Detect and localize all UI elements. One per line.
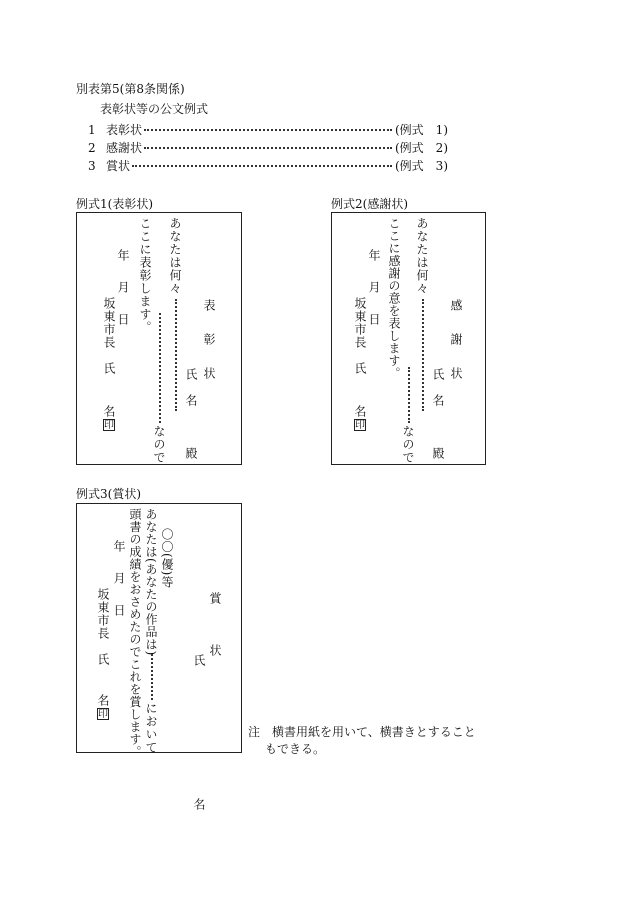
reason-ending: なので: [401, 425, 415, 464]
toc-row-1: [88, 122, 448, 138]
recipient-surname: 氏 名: [184, 368, 198, 407]
recipient-line: あなたは(あなたの作品は): [144, 508, 158, 656]
toc-leader-dots: [144, 129, 392, 131]
recipient-surname: 氏 名: [431, 368, 445, 407]
certificate-title: 表彰状: [202, 299, 216, 401]
honorific-dono: 殿: [431, 447, 445, 460]
seal-mark: 印: [355, 420, 365, 431]
toc-reference: (例式 2): [395, 141, 448, 155]
mayor-title: 坂東市長 氏: [102, 297, 116, 375]
toc-reference: (例式 3): [395, 159, 448, 173]
table-reference: 別表第5(第8条関係): [76, 82, 185, 96]
certificate-body: ここに感謝の意を表します。: [387, 217, 401, 380]
honorific-dono: 殿: [184, 447, 198, 460]
mayor-name: 名: [96, 694, 110, 707]
venue-ending: において: [144, 702, 158, 754]
recipient-line: あなたは何々: [415, 217, 429, 295]
certificate-title: 賞状: [208, 592, 222, 696]
example-2-certificate: [331, 212, 486, 465]
award-rank: 〇〇(優)等: [160, 528, 174, 589]
seal-mark: 印: [104, 420, 114, 431]
issue-date: 年 月 日: [367, 249, 381, 329]
leader-dots: [408, 367, 410, 423]
issue-date: 年 月 日: [112, 540, 126, 620]
recipient-line: あなたは何々: [168, 217, 182, 295]
leader-dots: [159, 313, 161, 423]
leader-dots: [422, 299, 424, 411]
toc-title: 賞状: [106, 159, 131, 173]
page-subtitle: 表彰状等の公文例式: [100, 102, 209, 116]
certificate-body: ここに表彰します。: [138, 217, 152, 334]
toc-title: 表彰状: [106, 123, 143, 137]
mayor-title: 坂東市長 氏: [353, 297, 367, 375]
toc-row-3: [88, 158, 448, 174]
toc-title: 感謝状: [106, 141, 143, 155]
note-line-1: 注 横書用紙を用いて、横書きとすること: [248, 725, 476, 739]
leader-dots: [151, 654, 153, 700]
reason-ending: なので: [152, 425, 166, 464]
toc-reference: (例式 1): [395, 123, 448, 137]
example-3-label: 例式3(賞状): [76, 487, 141, 501]
toc-number: 3: [88, 159, 96, 173]
recipient-name: 氏 名: [192, 654, 206, 870]
certificate-title: 感謝状: [449, 299, 463, 401]
toc-leader-dots: [144, 147, 392, 149]
example-2-label: 例式2(感謝状): [331, 197, 408, 211]
example-1-certificate: [76, 212, 242, 465]
example-3-certificate: [76, 503, 242, 870]
mayor-name: 名: [353, 405, 367, 418]
toc-number: 2: [88, 141, 96, 155]
issue-date: 年 月 日: [116, 249, 130, 329]
mayor-title: 坂東市長 氏: [96, 588, 110, 666]
mayor-name: 名: [102, 405, 116, 418]
seal-mark: 印: [98, 709, 108, 720]
certificate-body: 頭書の成績をおさめたのでこれを賞します。: [128, 508, 142, 758]
toc-number: 1: [88, 123, 96, 137]
example-1-label: 例式1(表彰状): [76, 197, 153, 211]
note-line-2: もできる。: [265, 742, 326, 756]
leader-dots: [175, 299, 177, 411]
toc-row-2: [88, 140, 448, 156]
toc-leader-dots: [132, 165, 392, 167]
